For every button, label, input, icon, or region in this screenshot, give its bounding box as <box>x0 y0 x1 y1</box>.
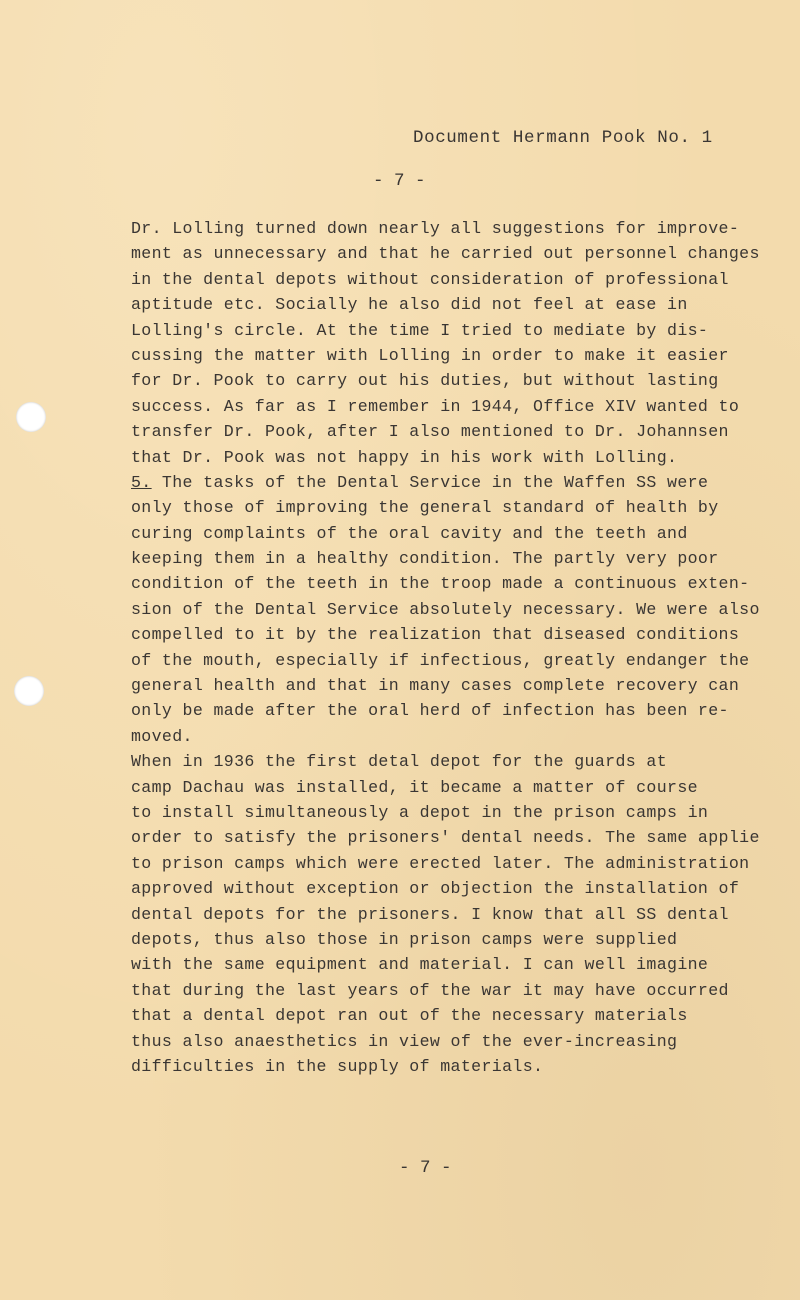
text-line: depots, thus also those in prison camps were supplied <box>131 929 678 949</box>
text-line: transfer Dr. Pook, after I also mentioned to Dr. Johannsen <box>131 422 729 442</box>
text-line: only those of improving the general standard of health by <box>131 498 719 518</box>
text-line: order to satisfy the prisoners' dental needs. The same applie <box>131 828 760 848</box>
text-line: condition of the teeth in the troop made a continuous exten- <box>131 574 750 594</box>
text-line: Dr. Lolling turned down nearly all suggestions for improve- <box>131 219 740 238</box>
document-reference: Document Hermann Pook No. 1 <box>413 128 713 148</box>
text-line: approved without exception or objection the installation of <box>131 879 740 899</box>
text-line: to install simultaneously a depot in the prison camps in <box>131 802 709 822</box>
punch-hole-upper <box>16 402 46 432</box>
text-line: with the same equipment and material. I can well imagine <box>131 955 709 975</box>
text-line: for Dr. Pook to carry out his duties, but without lasting <box>131 371 719 391</box>
text-line: curing complaints of the oral cavity and the teeth and <box>131 523 688 543</box>
punch-hole-lower <box>14 676 44 706</box>
text-line: thus also anaesthetics in view of the ever-increasing <box>131 1031 678 1051</box>
page-number-bottom: - 7 - <box>399 1158 452 1178</box>
text-line: that during the last years of the war it may have occurred <box>131 980 729 1000</box>
text-line: of the mouth, especially if infectious, greatly endanger the <box>131 650 750 670</box>
body-text <box>131 216 791 1079</box>
text-line: dental depots for the prisoners. I know that all SS dental <box>131 904 729 924</box>
text-line: ment as unnecessary and that he carried out personnel changes <box>131 244 760 264</box>
text-line: to prison camps which were erected later. The administration <box>131 853 750 873</box>
paragraph-number: 5. <box>131 472 152 492</box>
page-number-top: - 7 - <box>373 171 426 191</box>
text-line: compelled to it by the realization that diseased conditions <box>131 625 740 645</box>
text-line: moved. <box>131 726 193 746</box>
text-line: Lolling's circle. At the time I tried to mediate by dis- <box>131 320 709 340</box>
text-line: aptitude etc. Socially he also did not feel at ease in <box>131 295 688 315</box>
text-line: cussing the matter with Lolling in order to make it easier <box>131 345 729 365</box>
text-line: The tasks of the Dental Service in the Waffen SS were <box>151 472 709 492</box>
text-line: camp Dachau was installed, it became a matter of course <box>131 777 698 797</box>
paragraph-5-first-line <box>131 470 791 495</box>
text-line: When in 1936 the first detal depot for the guards at <box>131 752 668 772</box>
text-line: that a dental depot ran out of the necessary materials <box>131 1006 688 1026</box>
text-line: keeping them in a healthy condition. The partly very poor <box>131 549 719 569</box>
text-line: success. As far as I remember in 1944, Office XIV wanted to <box>131 396 740 416</box>
text-line: in the dental depots without consideration of professional <box>131 269 729 289</box>
text-line: difficulties in the supply of materials. <box>131 1056 544 1076</box>
text-line: only be made after the oral herd of infection has been re- <box>131 701 729 721</box>
text-line: that Dr. Pook was not happy in his work with Lolling. <box>131 447 678 467</box>
text-line: general health and that in many cases complete recovery can <box>131 676 740 696</box>
text-line: sion of the Dental Service absolutely necessary. We were also <box>131 599 760 619</box>
